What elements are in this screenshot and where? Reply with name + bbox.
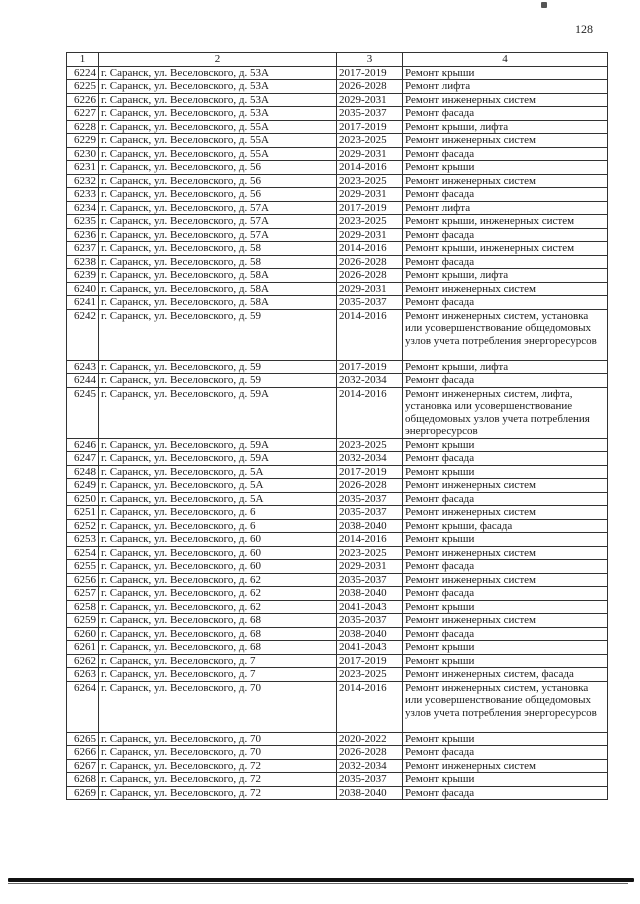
- table-row: [67, 773, 608, 787]
- row-address: г. Саранск, ул. Веселовского, д. 58: [99, 242, 337, 256]
- row-address: г. Саранск, ул. Веселовского, д. 62: [99, 573, 337, 587]
- row-address: г. Саранск, ул. Веселовского, д. 6: [99, 506, 337, 520]
- row-period: 2014-2016: [337, 309, 403, 360]
- row-number: 6264: [67, 681, 99, 732]
- row-address: г. Саранск, ул. Веселовского, д. 58А: [99, 269, 337, 283]
- row-work: Ремонт крыши, инженерных систем: [403, 215, 608, 229]
- table-row: [67, 255, 608, 269]
- row-address: г. Саранск, ул. Веселовского, д. 68: [99, 614, 337, 628]
- row-address: г. Саранск, ул. Веселовского, д. 53А: [99, 93, 337, 107]
- row-address: г. Саранск, ул. Веселовского, д. 56: [99, 174, 337, 188]
- table-row: [67, 215, 608, 229]
- table-row: [67, 147, 608, 161]
- row-period: 2023-2025: [337, 438, 403, 452]
- row-period: 2023-2025: [337, 174, 403, 188]
- row-number: 6248: [67, 465, 99, 479]
- row-period: 2023-2025: [337, 134, 403, 148]
- row-period: 2026-2028: [337, 746, 403, 760]
- row-number: 6245: [67, 387, 99, 438]
- row-address: г. Саранск, ул. Веселовского, д. 53А: [99, 66, 337, 80]
- row-period: 2026-2028: [337, 80, 403, 94]
- row-work: Ремонт инженерных систем: [403, 546, 608, 560]
- row-address: г. Саранск, ул. Веселовского, д. 72: [99, 786, 337, 800]
- row-period: 2041-2043: [337, 600, 403, 614]
- row-period: 2032-2034: [337, 452, 403, 466]
- row-address: г. Саранск, ул. Веселовского, д. 60: [99, 533, 337, 547]
- column-header-work: 4: [403, 53, 608, 67]
- row-address: г. Саранск, ул. Веселовского, д. 57А: [99, 215, 337, 229]
- row-work: Ремонт фасада: [403, 188, 608, 202]
- row-number: 6225: [67, 80, 99, 94]
- row-period: 2029-2031: [337, 93, 403, 107]
- table-row: [67, 732, 608, 746]
- table-row: [67, 201, 608, 215]
- row-work: Ремонт фасада: [403, 147, 608, 161]
- row-number: 6268: [67, 773, 99, 787]
- row-period: 2014-2016: [337, 161, 403, 175]
- row-number: 6233: [67, 188, 99, 202]
- row-period: 2017-2019: [337, 360, 403, 374]
- row-number: 6249: [67, 479, 99, 493]
- row-period: 2038-2040: [337, 587, 403, 601]
- row-period: 2029-2031: [337, 188, 403, 202]
- table-row: [67, 614, 608, 628]
- row-address: г. Саранск, ул. Веселовского, д. 56: [99, 161, 337, 175]
- row-period: 2029-2031: [337, 147, 403, 161]
- row-period: 2014-2016: [337, 533, 403, 547]
- row-work: Ремонт инженерных систем: [403, 614, 608, 628]
- table-row: [67, 759, 608, 773]
- row-work: Ремонт лифта: [403, 201, 608, 215]
- row-number: 6257: [67, 587, 99, 601]
- row-address: г. Саранск, ул. Веселовского, д. 5А: [99, 465, 337, 479]
- row-work: Ремонт крыши: [403, 600, 608, 614]
- table-row: [67, 228, 608, 242]
- table-row: [67, 269, 608, 283]
- table-row: [67, 242, 608, 256]
- row-address: г. Саранск, ул. Веселовского, д. 72: [99, 773, 337, 787]
- table-row: [67, 627, 608, 641]
- table-row: [67, 93, 608, 107]
- row-period: 2035-2037: [337, 107, 403, 121]
- row-address: г. Саранск, ул. Веселовского, д. 59: [99, 360, 337, 374]
- row-number: 6229: [67, 134, 99, 148]
- row-number: 6263: [67, 668, 99, 682]
- column-header-address: 2: [99, 53, 337, 67]
- row-address: г. Саранск, ул. Веселовского, д. 59А: [99, 452, 337, 466]
- row-work: Ремонт инженерных систем: [403, 174, 608, 188]
- table-row: [67, 654, 608, 668]
- row-work: Ремонт инженерных систем, лифта, установка или усовершенствование общедомовых узлов учета потребления энергоресурсов: [403, 387, 608, 438]
- table-row: [67, 387, 608, 438]
- table-row: [67, 573, 608, 587]
- row-work: Ремонт крыши: [403, 465, 608, 479]
- row-work: Ремонт крыши: [403, 66, 608, 80]
- row-work: Ремонт крыши: [403, 438, 608, 452]
- row-period: 2035-2037: [337, 296, 403, 310]
- row-address: г. Саранск, ул. Веселовского, д. 70: [99, 746, 337, 760]
- row-number: 6258: [67, 600, 99, 614]
- row-period: 2038-2040: [337, 519, 403, 533]
- row-address: г. Саранск, ул. Веселовского, д. 5А: [99, 492, 337, 506]
- row-work: Ремонт крыши, фасада: [403, 519, 608, 533]
- table-row: [67, 492, 608, 506]
- table-row: [67, 120, 608, 134]
- row-address: г. Саранск, ул. Веселовского, д. 53А: [99, 80, 337, 94]
- row-work: Ремонт фасада: [403, 452, 608, 466]
- table-row: [67, 786, 608, 800]
- row-number: 6265: [67, 732, 99, 746]
- row-address: г. Саранск, ул. Веселовского, д. 56: [99, 188, 337, 202]
- row-address: г. Саранск, ул. Веселовского, д. 55А: [99, 147, 337, 161]
- row-number: 6253: [67, 533, 99, 547]
- row-address: г. Саранск, ул. Веселовского, д. 58: [99, 255, 337, 269]
- row-number: 6259: [67, 614, 99, 628]
- row-number: 6243: [67, 360, 99, 374]
- row-period: 2026-2028: [337, 479, 403, 493]
- row-work: Ремонт крыши: [403, 641, 608, 655]
- row-period: 2026-2028: [337, 269, 403, 283]
- row-address: г. Саранск, ул. Веселовского, д. 7: [99, 668, 337, 682]
- row-address: г. Саранск, ул. Веселовского, д. 58А: [99, 282, 337, 296]
- row-work: Ремонт фасада: [403, 107, 608, 121]
- row-period: 2017-2019: [337, 120, 403, 134]
- table-row: [67, 465, 608, 479]
- row-address: г. Саранск, ул. Веселовского, д. 60: [99, 546, 337, 560]
- row-work: Ремонт крыши, инженерных систем: [403, 242, 608, 256]
- row-number: 6256: [67, 573, 99, 587]
- row-work: Ремонт фасада: [403, 560, 608, 574]
- row-period: 2017-2019: [337, 201, 403, 215]
- row-address: г. Саранск, ул. Веселовского, д. 72: [99, 759, 337, 773]
- row-period: 2014-2016: [337, 387, 403, 438]
- row-address: г. Саранск, ул. Веселовского, д. 59: [99, 309, 337, 360]
- table-row: [67, 600, 608, 614]
- table-row: [67, 533, 608, 547]
- row-period: 2026-2028: [337, 255, 403, 269]
- row-address: г. Саранск, ул. Веселовского, д. 70: [99, 732, 337, 746]
- row-number: 6250: [67, 492, 99, 506]
- row-work: Ремонт фасада: [403, 492, 608, 506]
- row-number: 6262: [67, 654, 99, 668]
- row-address: г. Саранск, ул. Веселовского, д. 55А: [99, 120, 337, 134]
- row-number: 6226: [67, 93, 99, 107]
- row-number: 6254: [67, 546, 99, 560]
- row-number: 6244: [67, 374, 99, 388]
- row-work: Ремонт инженерных систем: [403, 573, 608, 587]
- row-work: Ремонт инженерных систем, установка или усовершенствование общедомовых узлов учета потребления энергоресурсов: [403, 681, 608, 732]
- row-period: 2035-2037: [337, 506, 403, 520]
- table-row: [67, 587, 608, 601]
- scan-edge-line: [8, 883, 628, 884]
- table-row: [67, 438, 608, 452]
- row-number: 6269: [67, 786, 99, 800]
- table-row: [67, 681, 608, 732]
- row-period: 2029-2031: [337, 228, 403, 242]
- row-work: Ремонт фасада: [403, 296, 608, 310]
- table-row: [67, 282, 608, 296]
- row-number: 6231: [67, 161, 99, 175]
- row-work: Ремонт инженерных систем: [403, 506, 608, 520]
- row-period: 2038-2040: [337, 627, 403, 641]
- row-period: 2023-2025: [337, 546, 403, 560]
- table-row: [67, 374, 608, 388]
- table-row: [67, 66, 608, 80]
- row-number: 6237: [67, 242, 99, 256]
- row-number: 6246: [67, 438, 99, 452]
- table-row: [67, 519, 608, 533]
- row-work: Ремонт инженерных систем, установка или усовершенствование общедомовых узлов учета потребления энергоресурсов: [403, 309, 608, 360]
- row-address: г. Саранск, ул. Веселовского, д. 5А: [99, 479, 337, 493]
- table-row: [67, 309, 608, 360]
- row-period: 2014-2016: [337, 242, 403, 256]
- row-work: Ремонт фасада: [403, 255, 608, 269]
- table-row: [67, 161, 608, 175]
- row-period: 2035-2037: [337, 573, 403, 587]
- column-header-number: 1: [67, 53, 99, 67]
- row-work: Ремонт фасада: [403, 786, 608, 800]
- table-row: [67, 188, 608, 202]
- row-period: 2032-2034: [337, 374, 403, 388]
- row-number: 6230: [67, 147, 99, 161]
- row-period: 2020-2022: [337, 732, 403, 746]
- table-row: [67, 560, 608, 574]
- row-number: 6227: [67, 107, 99, 121]
- table-row: [67, 174, 608, 188]
- row-work: Ремонт инженерных систем: [403, 93, 608, 107]
- row-number: 6241: [67, 296, 99, 310]
- row-address: г. Саранск, ул. Веселовского, д. 70: [99, 681, 337, 732]
- row-address: г. Саранск, ул. Веселовского, д. 57А: [99, 228, 337, 242]
- table-row: [67, 546, 608, 560]
- row-number: 6240: [67, 282, 99, 296]
- row-address: г. Саранск, ул. Веселовского, д. 60: [99, 560, 337, 574]
- table-row: [67, 668, 608, 682]
- row-address: г. Саранск, ул. Веселовского, д. 59А: [99, 387, 337, 438]
- table-row: [67, 746, 608, 760]
- table-row: [67, 80, 608, 94]
- row-number: 6267: [67, 759, 99, 773]
- row-period: 2029-2031: [337, 560, 403, 574]
- row-number: 6228: [67, 120, 99, 134]
- row-number: 6232: [67, 174, 99, 188]
- table-row: [67, 506, 608, 520]
- repair-schedule-table: [66, 52, 608, 800]
- row-work: Ремонт крыши: [403, 732, 608, 746]
- row-work: Ремонт инженерных систем: [403, 479, 608, 493]
- scan-edge-bar: [8, 878, 634, 882]
- row-period: 2023-2025: [337, 668, 403, 682]
- table-row: [67, 296, 608, 310]
- row-work: Ремонт фасада: [403, 374, 608, 388]
- row-period: 2017-2019: [337, 654, 403, 668]
- row-number: 6242: [67, 309, 99, 360]
- row-period: 2038-2040: [337, 786, 403, 800]
- row-number: 6261: [67, 641, 99, 655]
- row-address: г. Саранск, ул. Веселовского, д. 6: [99, 519, 337, 533]
- row-number: 6266: [67, 746, 99, 760]
- row-number: 6247: [67, 452, 99, 466]
- header-row: [67, 53, 608, 67]
- row-number: 6239: [67, 269, 99, 283]
- row-work: Ремонт инженерных систем: [403, 282, 608, 296]
- row-period: 2035-2037: [337, 492, 403, 506]
- row-period: 2032-2034: [337, 759, 403, 773]
- row-work: Ремонт инженерных систем, фасада: [403, 668, 608, 682]
- scan-mark: [541, 2, 547, 8]
- row-work: Ремонт крыши, лифта: [403, 360, 608, 374]
- table-row: [67, 479, 608, 493]
- row-period: 2035-2037: [337, 614, 403, 628]
- row-work: Ремонт крыши, лифта: [403, 120, 608, 134]
- row-work: Ремонт крыши: [403, 161, 608, 175]
- table-body: [67, 66, 608, 800]
- row-address: г. Саранск, ул. Веселовского, д. 55А: [99, 134, 337, 148]
- row-address: г. Саранск, ул. Веселовского, д. 62: [99, 600, 337, 614]
- row-number: 6234: [67, 201, 99, 215]
- row-period: 2017-2019: [337, 66, 403, 80]
- row-address: г. Саранск, ул. Веселовского, д. 68: [99, 641, 337, 655]
- row-work: Ремонт фасада: [403, 587, 608, 601]
- row-work: Ремонт фасада: [403, 746, 608, 760]
- row-number: 6236: [67, 228, 99, 242]
- table-row: [67, 641, 608, 655]
- row-number: 6260: [67, 627, 99, 641]
- row-work: Ремонт инженерных систем: [403, 759, 608, 773]
- row-number: 6251: [67, 506, 99, 520]
- row-work: Ремонт инженерных систем: [403, 134, 608, 148]
- row-work: Ремонт фасада: [403, 627, 608, 641]
- table-row: [67, 452, 608, 466]
- row-period: 2041-2043: [337, 641, 403, 655]
- row-work: Ремонт крыши, лифта: [403, 269, 608, 283]
- row-address: г. Саранск, ул. Веселовского, д. 62: [99, 587, 337, 601]
- row-work: Ремонт фасада: [403, 228, 608, 242]
- row-address: г. Саранск, ул. Веселовского, д. 57А: [99, 201, 337, 215]
- row-number: 6224: [67, 66, 99, 80]
- row-address: г. Саранск, ул. Веселовского, д. 59: [99, 374, 337, 388]
- page-number: 128: [575, 22, 593, 36]
- row-period: 2023-2025: [337, 215, 403, 229]
- row-period: 2029-2031: [337, 282, 403, 296]
- row-period: 2014-2016: [337, 681, 403, 732]
- row-number: 6238: [67, 255, 99, 269]
- column-header-period: 3: [337, 53, 403, 67]
- row-number: 6235: [67, 215, 99, 229]
- row-work: Ремонт крыши: [403, 533, 608, 547]
- row-number: 6252: [67, 519, 99, 533]
- table-row: [67, 107, 608, 121]
- row-address: г. Саранск, ул. Веселовского, д. 58А: [99, 296, 337, 310]
- row-address: г. Саранск, ул. Веселовского, д. 7: [99, 654, 337, 668]
- row-number: 6255: [67, 560, 99, 574]
- row-period: 2035-2037: [337, 773, 403, 787]
- row-work: Ремонт лифта: [403, 80, 608, 94]
- row-work: Ремонт крыши: [403, 773, 608, 787]
- row-address: г. Саранск, ул. Веселовского, д. 53А: [99, 107, 337, 121]
- row-period: 2017-2019: [337, 465, 403, 479]
- row-work: Ремонт крыши: [403, 654, 608, 668]
- row-address: г. Саранск, ул. Веселовского, д. 59А: [99, 438, 337, 452]
- row-address: г. Саранск, ул. Веселовского, д. 68: [99, 627, 337, 641]
- table-row: [67, 134, 608, 148]
- table-row: [67, 360, 608, 374]
